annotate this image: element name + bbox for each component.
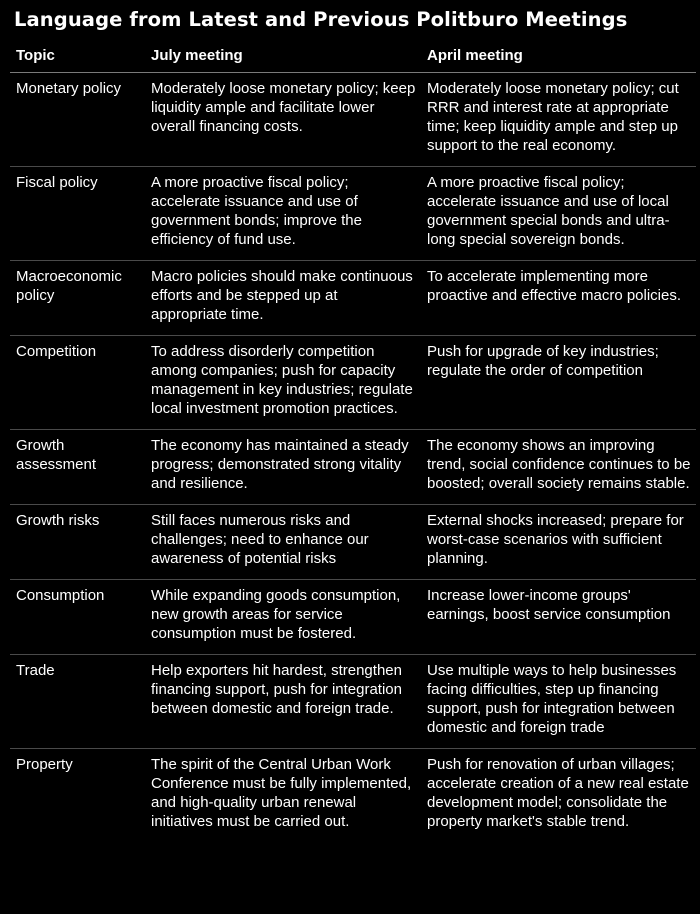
cell-april: A more proactive fiscal policy; accelerate issuance and use of local government special bonds and ultra-long special sovereign bonds. bbox=[421, 167, 696, 261]
cell-april: Increase lower-income groups' earnings, boost service consumption bbox=[421, 580, 696, 655]
page-title: Language from Latest and Previous Politburo Meetings bbox=[14, 8, 628, 31]
cell-july: While expanding goods consumption, new growth areas for service consumption must be fostered. bbox=[145, 580, 421, 655]
cell-july: A more proactive fiscal policy; accelerate issuance and use of government bonds; improve the efficiency of fund use. bbox=[145, 167, 421, 261]
cell-topic: Growth risks bbox=[10, 505, 145, 580]
cell-topic: Growth assessment bbox=[10, 430, 145, 505]
cell-july: Still faces numerous risks and challenges; need to enhance our awareness of potential risks bbox=[145, 505, 421, 580]
cell-april: Moderately loose monetary policy; cut RRR and interest rate at appropriate time; keep liquidity ample and step up support to the real economy. bbox=[421, 73, 696, 167]
cell-april: Push for renovation of urban villages; accelerate creation of a new real estate development model; consolidate the property market's stable trend. bbox=[427, 756, 689, 830]
table-row bbox=[10, 167, 696, 261]
header-july: July meeting bbox=[145, 38, 421, 73]
cell-topic: Monetary policy bbox=[10, 73, 145, 167]
cell-topic: Macroeconomic policy bbox=[10, 261, 145, 336]
comparison-table bbox=[10, 38, 696, 842]
cell-topic: Fiscal policy bbox=[10, 167, 145, 261]
header-april: April meeting bbox=[421, 38, 696, 73]
table-row bbox=[10, 430, 696, 505]
cell-july: The economy has maintained a steady progress; demonstrated strong vitality and resilience. bbox=[145, 430, 421, 505]
table-row bbox=[10, 261, 696, 336]
cell-april: Push for upgrade of key industries; regulate the order of competition bbox=[421, 336, 696, 430]
cell-july: The spirit of the Central Urban Work Conference must be fully implemented, and high-quality urban renewal initiatives must be carried out. bbox=[151, 756, 412, 830]
table-row bbox=[10, 505, 696, 580]
cell-july: Macro policies should make continuous efforts and be stepped up at appropriate time. bbox=[145, 261, 421, 336]
cell-april: The economy shows an improving trend, social confidence continues to be boosted; overall society remains stable. bbox=[421, 430, 696, 505]
header-topic: Topic bbox=[10, 38, 145, 73]
cell-april: To accelerate implementing more proactive and effective macro policies. bbox=[421, 261, 696, 336]
cell-april: External shocks increased; prepare for worst-case scenarios with sufficient planning. bbox=[421, 505, 696, 580]
table-row bbox=[10, 655, 696, 749]
table-row bbox=[10, 73, 696, 167]
table-row bbox=[10, 749, 696, 843]
cell-july: To address disorderly competition among companies; push for capacity management in key industries; regulate local investment promotion practices. bbox=[145, 336, 421, 430]
table-row bbox=[10, 336, 696, 430]
cell-topic: Consumption bbox=[10, 580, 145, 655]
cell-topic: Trade bbox=[10, 655, 145, 749]
cell-july: Help exporters hit hardest, strengthen financing support, push for integration between domestic and foreign trade. bbox=[145, 655, 421, 749]
header-row bbox=[10, 38, 696, 73]
cell-topic: Property bbox=[16, 756, 73, 773]
cell-topic: Competition bbox=[10, 336, 145, 430]
cell-july: Moderately loose monetary policy; keep liquidity ample and facilitate lower overall financing costs. bbox=[145, 73, 421, 167]
table-row bbox=[10, 580, 696, 655]
cell-april: Use multiple ways to help businesses facing difficulties, step up financing support, push for integration between domestic and foreign trade bbox=[421, 655, 696, 749]
